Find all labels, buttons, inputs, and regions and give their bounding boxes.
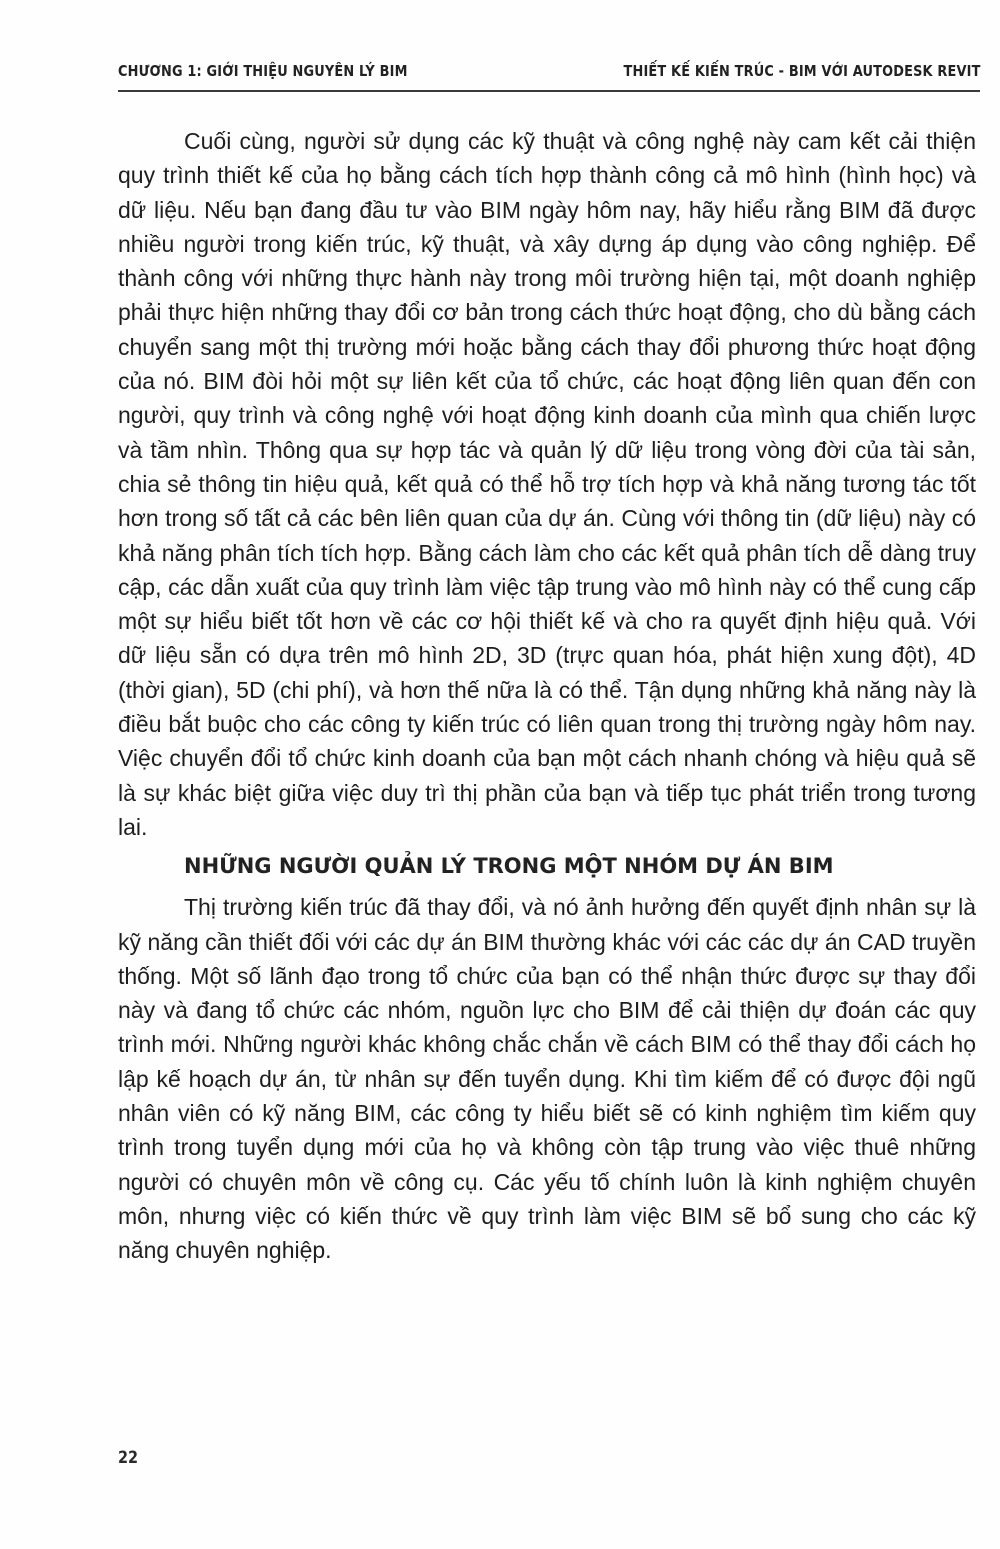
- body-paragraph-1: Cuối cùng, người sử dụng các kỹ thuật và công nghệ này cam kết cải thiện quy trình thiết kế của họ bằng cách tích hợp thành công cả mô hình (hình học) và dữ liệu. Nếu bạn đang đầu tư vào BIM ngày hôm nay, hãy hiểu rằng BIM đã được nhiều người trong kiến trúc, kỹ thuật, và xây dựng áp dụng vào công nghiệp. Để thành công với những thực hành này trong môi trường hiện tại, một doanh nghiệp phải thực hiện những thay đổi cơ bản trong cách thức hoạt động, cho dù bằng cách chuyển sang một thị trường mới hoặc bằng cách thay đổi phương thức hoạt động của nó. BIM đòi hỏi một sự liên kết của tổ chức, các hoạt động liên quan đến con người, quy trình và công nghệ với hoạt động kinh doanh của mình qua chiến lược và tầm nhìn. Thông qua sự hợp tác và quản lý dữ liệu trong vòng đời của tài sản, chia sẻ thông tin hiệu quả, kết quả có thể hỗ trợ tích hợp và khả năng tương tác tốt hơn trong số tất cả các bên liên quan của dự án. Cùng với thông tin (dữ liệu) này có khả năng phân tích tích hợp. Bằng cách làm cho các kết quả phân tích dễ dàng truy cập, các dẫn xuất của quy trình làm việc tập trung vào mô hình này có thể cung cấp một sự hiểu biết tốt hơn về các cơ hội thiết kế và cho ra quyết định hiệu quả. Với dữ liệu sẵn có dựa trên mô hình 2D, 3D (trực quan hóa, phát hiện xung đột), 4D (thời gian), 5D (chi phí), và hơn thế nữa là có thể. Tận dụng những khả năng này là điều bắt buộc cho các công ty kiến trúc có liên quan trong thị trường ngày hôm nay. Việc chuyển đổi tổ chức kinh doanh của bạn một cách nhanh chóng và hiệu quả sẽ là sự khác biệt giữa việc duy trì thị phần của bạn và tiếp tục phát triển trong tương lai.: [118, 128, 976, 840]
- section-heading: NHỮNG NGƯỜI QUẢN LÝ TRONG MỘT NHÓM DỰ ÁN BIM: [184, 854, 834, 879]
- chapter-title: CHƯƠNG 1: GIỚI THIỆU NGUYÊN LÝ BIM: [118, 62, 408, 80]
- page-body: [118, 124, 976, 1268]
- page-number: 22: [118, 1448, 139, 1468]
- book-title: THIẾT KẾ KIẾN TRÚC - BIM VỚI AUTODESK REVIT: [623, 62, 981, 80]
- body-paragraph-2: Thị trường kiến trúc đã thay đổi, và nó ảnh hưởng đến quyết định nhân sự là kỹ năng cần thiết đối với các dự án BIM thường khác với các các dự án CAD truyền thống. Một số lãnh đạo trong tổ chức của bạn có thể nhận thức được sự thay đổi này và đang tổ chức các nhóm, nguồn lực cho BIM để cải thiện dự đoán các quy trình mới. Những người khác không chắc chắn về cách BIM có thể thay đổi cách họ lập kế hoạch dự án, từ nhân sự đến tuyển dụng. Khi tìm kiếm để có được đội ngũ nhân viên có kỹ năng BIM, các công ty hiểu biết sẽ có kinh nghiệm tìm kiếm quy trình trong tuyển dụng mới của họ và không còn tập trung vào việc thuê những người có chuyên môn về công cụ. Các yếu tố chính luôn là kinh nghiệm chuyên môn, nhưng việc có kiến thức về quy trình làm việc BIM sẽ bổ sung cho các kỹ năng chuyên nghiệp.: [118, 894, 976, 1264]
- running-header: [118, 62, 981, 88]
- header-divider: [118, 90, 980, 92]
